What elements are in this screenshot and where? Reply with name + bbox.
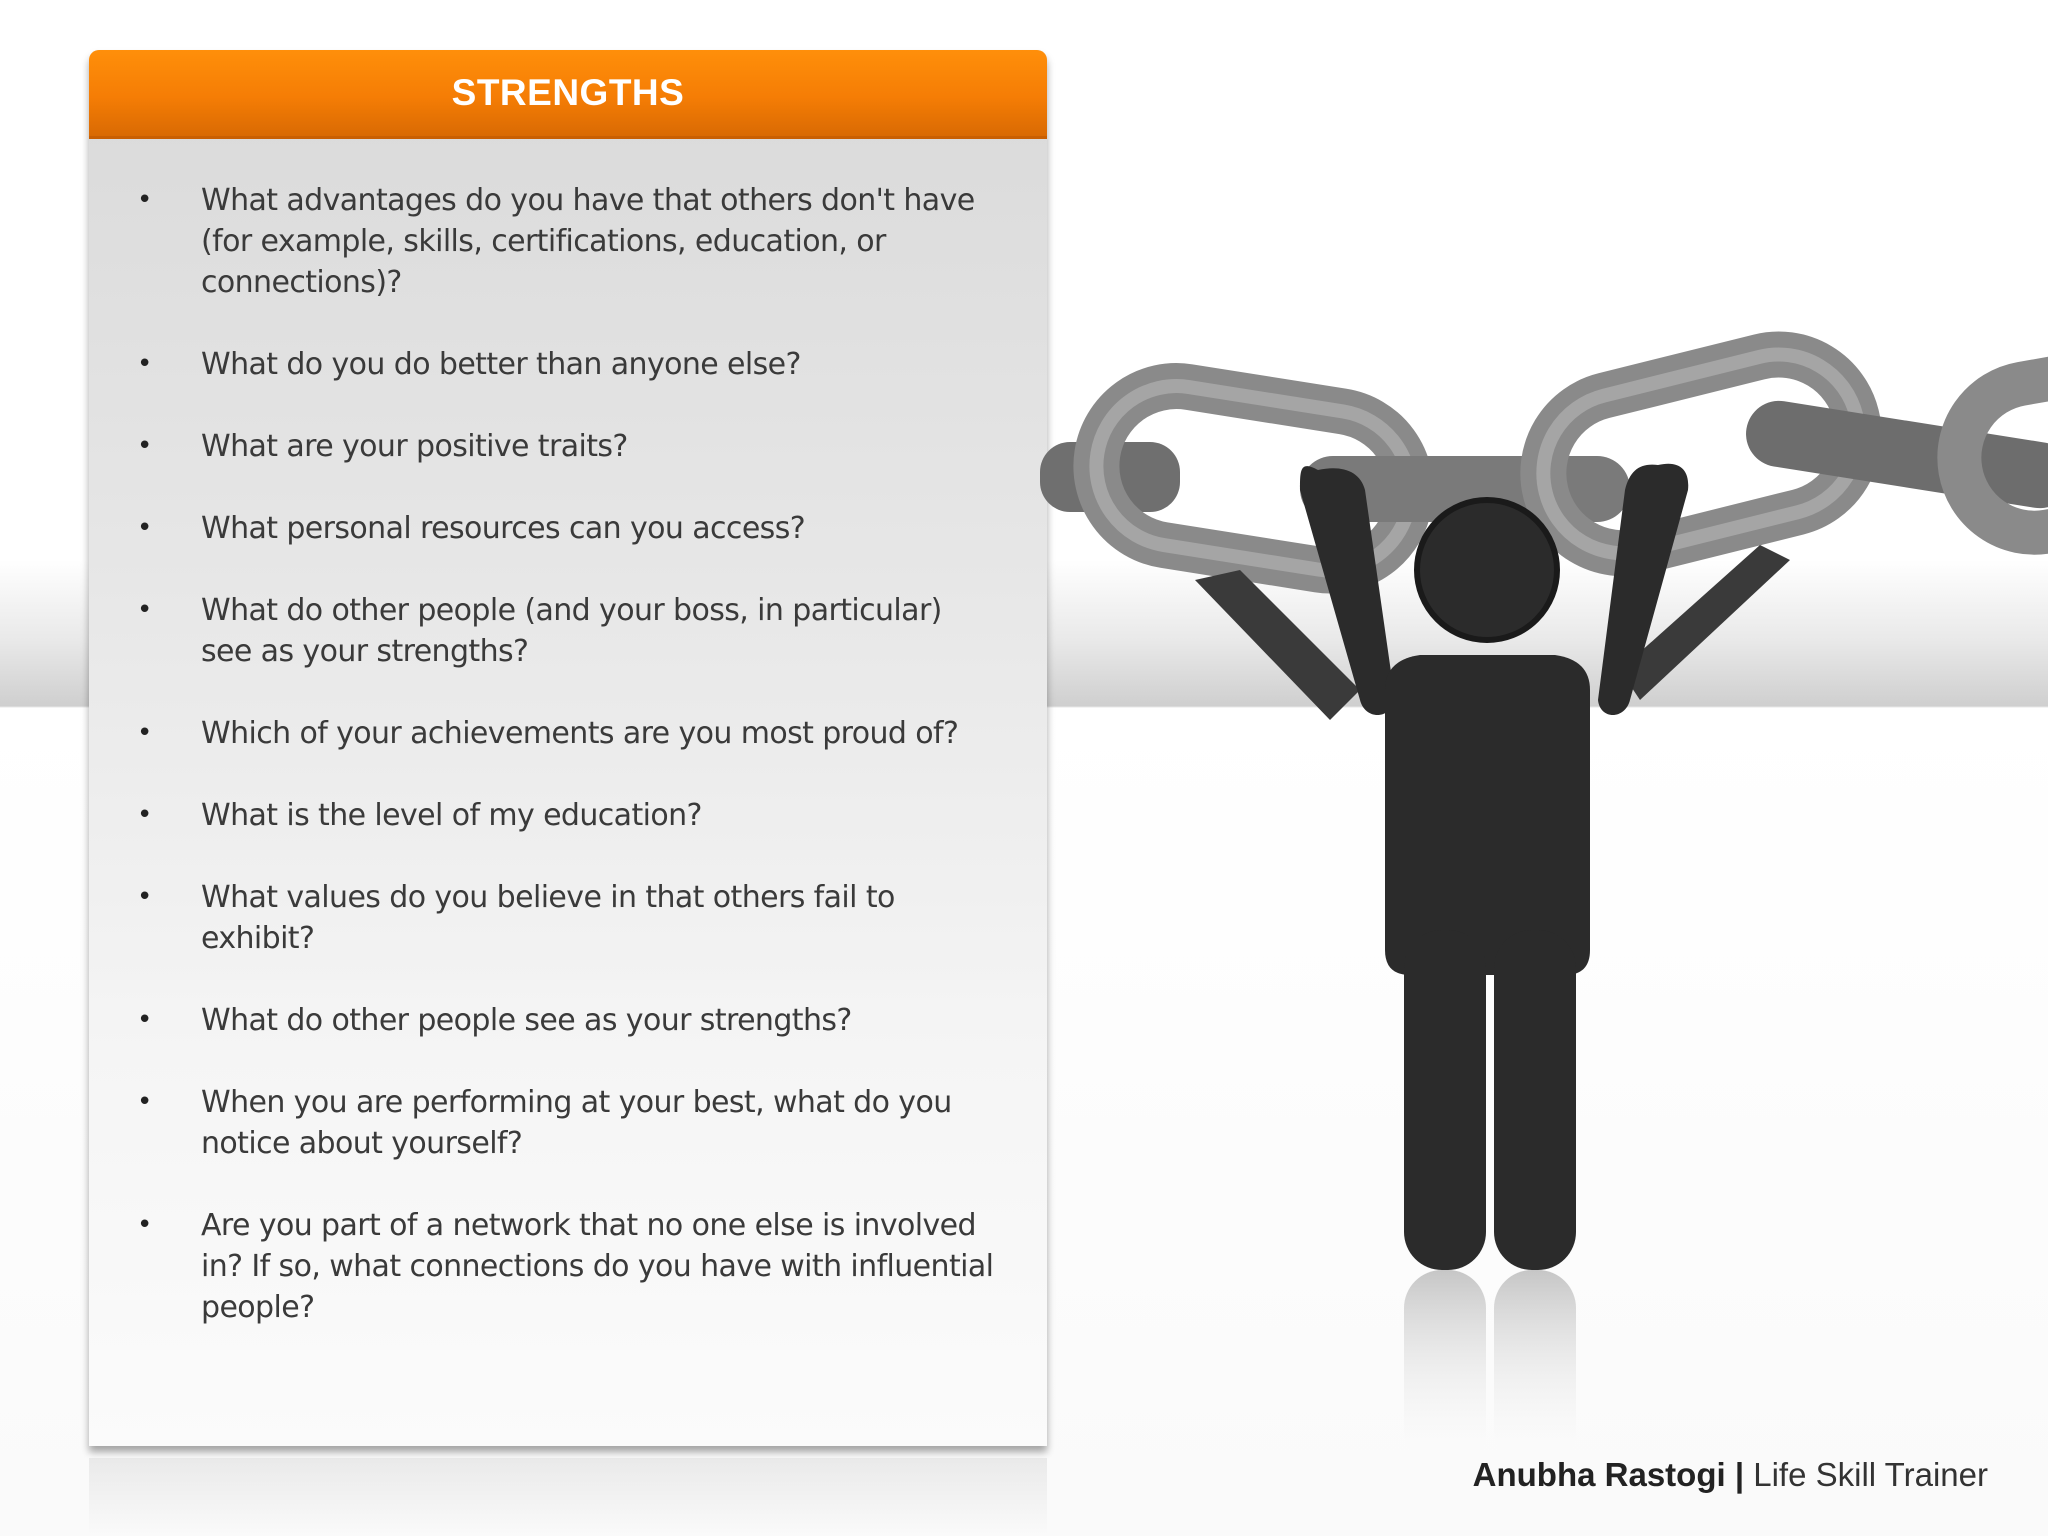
list-item: [89, 590, 1047, 672]
bullet-icon: •: [137, 513, 152, 543]
bullet-icon: •: [137, 1005, 152, 1035]
bullet-icon: •: [137, 718, 152, 748]
bullet-icon: •: [137, 1210, 152, 1240]
list-item: [89, 344, 1047, 385]
bullet-icon: •: [137, 882, 152, 912]
list-item-text: What personal resources can you access?: [201, 511, 806, 546]
list-item-text: What is the level of my education?: [201, 798, 702, 833]
list-item: [89, 426, 1047, 467]
person-hanging-on-chain-icon: [1040, 330, 2048, 1536]
list-item: [89, 508, 1047, 549]
list-item-text: Which of your achievements are you most proud of?: [201, 716, 959, 751]
list-item-text: What are your positive traits?: [201, 429, 628, 464]
bullet-icon: •: [137, 185, 152, 215]
bullet-icon: •: [137, 1087, 152, 1117]
footer-role: Life Skill Trainer: [1753, 1456, 1988, 1493]
list-item: [89, 713, 1047, 754]
list-item: [89, 795, 1047, 836]
list-item-text: What do you do better than anyone else?: [201, 347, 801, 382]
strengths-card: [89, 50, 1047, 1446]
list-item: [89, 877, 1047, 959]
list-item-text: What do other people (and your boss, in particular) see as your strengths?: [201, 593, 942, 669]
list-item: [89, 180, 1047, 303]
list-item-text: Are you part of a network that no one else is involved in? If so, what connections do you have with influential people?: [201, 1208, 994, 1325]
bullet-icon: •: [137, 595, 152, 625]
list-item-text: What do other people see as your strengths?: [201, 1003, 852, 1038]
strengths-list: [89, 180, 1047, 1369]
list-item: [89, 1000, 1047, 1041]
card-title: STRENGTHS: [451, 72, 685, 113]
list-item: [89, 1205, 1047, 1328]
footer-name: Anubha Rastogi: [1472, 1456, 1726, 1493]
card-reflection: [89, 1458, 1047, 1536]
card-header: [89, 50, 1047, 139]
list-item: [89, 1082, 1047, 1164]
footer-separator: |: [1734, 1456, 1745, 1493]
bullet-icon: •: [137, 800, 152, 830]
list-item-text: When you are performing at your best, what do you notice about yourself?: [201, 1085, 952, 1161]
bullet-icon: •: [137, 349, 152, 379]
bullet-icon: •: [137, 431, 152, 461]
list-item-text: What values do you believe in that others fail to exhibit?: [201, 880, 895, 956]
list-item-text: What advantages do you have that others don't have (for example, skills, certifications, education, or connections)?: [201, 183, 975, 300]
footer: [1473, 1456, 1988, 1494]
